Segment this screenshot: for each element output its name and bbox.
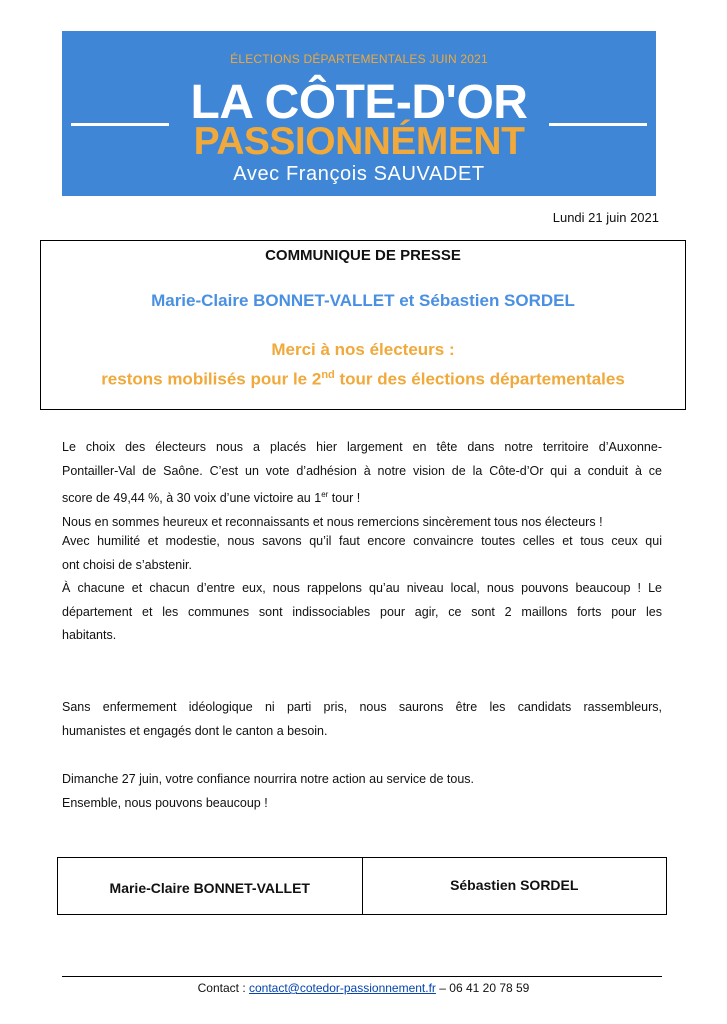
banner-subtitle: ÉLECTIONS DÉPARTEMENTALES JUIN 2021 <box>230 52 488 66</box>
text-line <box>62 483 662 511</box>
document-date: Lundi 21 juin 2021 <box>552 210 659 225</box>
contact-footer <box>0 981 727 995</box>
footer-divider <box>62 976 662 977</box>
signature-right: Sébastien SORDEL <box>362 858 667 914</box>
text-line: département et les communes sont indissociables pour agir, ce sont 2 maillons forts pour les <box>62 604 662 619</box>
candidate-names: Marie-Claire BONNET-VALLET et Sébastien SORDEL <box>151 291 575 310</box>
contact-phone: – 06 41 20 78 59 <box>435 981 530 995</box>
paragraph-results <box>62 436 662 534</box>
press-subtitle-text-end: tour des élections départementales <box>334 369 625 389</box>
text-line: Ensemble, nous pouvons beaucoup ! <box>62 795 268 810</box>
text-line: ont choisi de s’abstenir. <box>62 557 192 572</box>
text-line: Le choix des électeurs nous a placés hier largement en tête dans notre territoire d’Auxonne- <box>62 440 662 454</box>
campaign-banner <box>62 31 656 196</box>
signature-left: Marie-Claire BONNET-VALLET <box>109 880 310 896</box>
press-subtitle-text: restons mobilisés pour le 2 <box>101 369 322 389</box>
ordinal-superscript: er <box>321 490 329 499</box>
contact-label: Contact : <box>197 981 249 995</box>
text-line: Avec humilité et modestie, nous savons qu’il faut encore convaincre toutes celles et tous ceux qui <box>62 534 662 548</box>
press-subtitle-line1: Merci à nos électeurs : <box>271 340 455 359</box>
contact-email-link[interactable]: contact@cotedor-passionnement.fr <box>248 981 436 995</box>
text-line: Dimanche 27 juin, votre confiance nourrira notre action au service de tous. <box>62 772 475 786</box>
press-title: COMMUNIQUE DE PRESSE <box>265 247 461 264</box>
text-line: habitants. <box>62 628 117 642</box>
banner-title-line1: LA CÔTE-D'OR <box>190 76 528 129</box>
paragraph-abstention <box>62 530 662 648</box>
press-subtitle-line2 <box>41 369 685 390</box>
banner-title-line2: PASSIONNÉMENT <box>193 120 525 163</box>
text-line: humanistes et engagés dont le canton a besoin. <box>62 723 328 738</box>
text-line: Sans enfermement idéologique ni parti pris, nous saurons être les candidats rassembleurs, <box>62 700 662 714</box>
text-line: À chacune et chacun d’entre eux, nous rappelons qu’au niveau local, nous pouvons beaucoup ! Le <box>62 581 662 595</box>
signature-table <box>57 857 667 915</box>
ordinal-superscript: nd <box>321 369 335 381</box>
paragraph-candidates <box>62 696 662 743</box>
press-release-header <box>40 240 686 410</box>
text-span: tour ! <box>328 491 361 506</box>
text-line: Nous en sommes heureux et reconnaissants et nous remercions sincèrement tous nos électeurs ! <box>62 514 603 529</box>
text-line: Pontailler-Val de Saône. C’est un vote d’adhésion à notre vision de la Côte-d’Or qui a conduit à ce <box>62 463 662 478</box>
text-span: score de 49,44 %, à 30 voix d’une victoire au 1 <box>62 491 322 506</box>
banner-tagline: Avec François SAUVADET <box>233 163 485 185</box>
paragraph-closing <box>62 768 662 815</box>
